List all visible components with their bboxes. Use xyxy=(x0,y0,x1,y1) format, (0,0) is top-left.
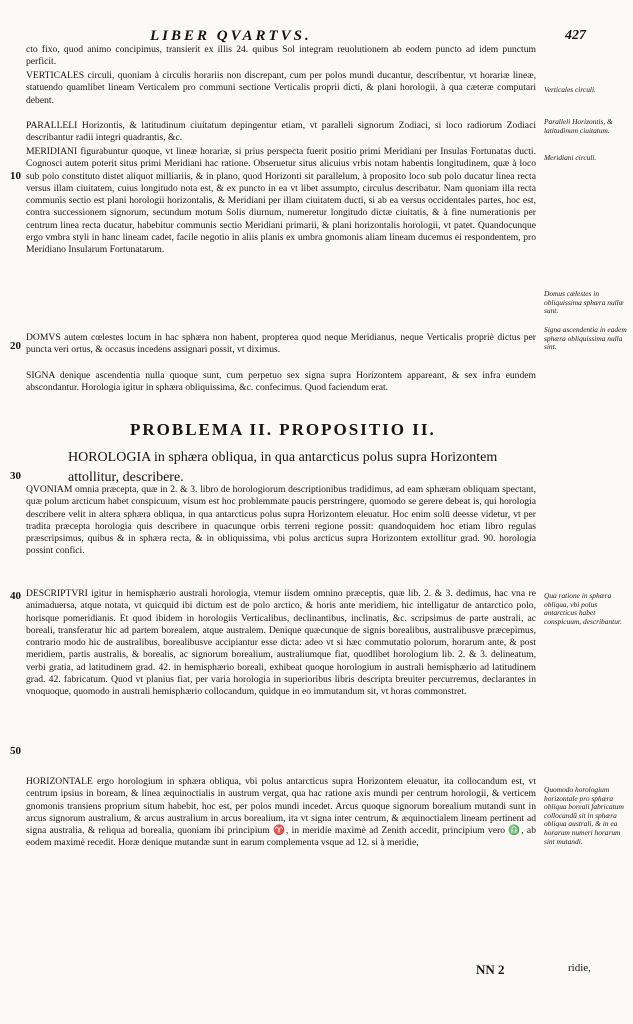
margin-note: Domus cœlestes in obliquissima sphæra nullæ sunt. xyxy=(544,289,624,316)
margin-note: Signa ascendentia in eadem sphæra obliquissima nulla sint. xyxy=(544,325,627,352)
paragraph: DOMVS autem cœlestes locum in hac sphæra non habent, propterea quod neque Meridianus, neque Verticalis propriè dictus per puncta veri ortus, & occasus incedens assignari possit, vt diximus. xyxy=(26,332,536,356)
running-header: LIBER QVARTVS. xyxy=(150,28,312,44)
problem-subtitle: HOROLOGIA in sphæra obliqua, in qua antarcticus polus supra Horizontem attollitur, describere. xyxy=(68,450,498,485)
paragraph: DESCRIPTVRI igitur in hemisphærio australi horologia, vtemur iisdem omnino præceptis, quæ lib. 2. & 3. dedimus, hac vna re animaduersa, atque notata, vt quicquid ibi dictum est de polo arctico, & horis ante meridiem, hic intelligatur de antarctico polo, horisque pomeridianis. Et quod ibidem in horologiis Verticalibus, declinantibus, inclinatis, &c. scripsimus de parte australi, ac boreali, transferatur hic ad partem borealem, atque australem. Denique quæcunque de signis borealibus, australibusve præcepimus, contrario modo hic de australibus, borealibusve accipiantur esse dicta: adeo vt si hæc commutatio polorum, horarum ante, & post meridiem, partis australis, & borealis, ac signorum borealium, australiumque fiat, quodlibet horologium lib. 2. & 3. delineatum, verbi gratia, ad latitudinem grad. 42. in hemisphærio boreali, exhibeat quoque horologium in australi hemisphærio ad latitudinem grad. 42. fabricatum. Quod vt planius fiat, per varia horologia in superioribus libris descripta breuiter percurremus, declarantes in vnoquoque, quomodo in australi hemisphærio collocandum, quidque in eo immutandum sit, vt horas commonstret. xyxy=(26,588,536,698)
margin-note: Qua ratione in sphæra obliqua, vbi polus antarcticus habet conspicuum, describantur. xyxy=(544,591,622,626)
line-number: 30 xyxy=(10,470,21,482)
margin-note: Meridiani circuli. xyxy=(544,153,597,162)
margin-note: Verticales circuli. xyxy=(544,85,596,94)
line-number: 50 xyxy=(10,745,21,757)
paragraph: MERIDIANI figurabuntur quoque, vt lineæ horariæ, si prius perspecta fuerit positio primi Meridiani per Insulas Fortunatas ducti. Cognosci autem poterit situs primi Meridiani hac ratione. Obseruetur situs alicuius vrbis notam habentis longitudinem, quæ à loco sub polo constituto distet aliquot milliariis, & in plano, quod Horizonti sit parallelum, à proposito loco sub polo ducatur linea recta versus illam ciuitatem, cuius longitudo nota est, & ex puncto in ea vt libet assumpto, circulus describatur. Nam quoniam illa recta communis sectio est plani horologii horizontalis, & Meridiani per illam ciuitatem ducti, si ab ea versus occidentales partes, hoc est, contra successionem signorum, secundum motum Solis diurnum, numeretur longitudo dictæ ciuitatis, & à fine numerationis per centrum linea recta ducatur, habebitur communis sectio Meridiani primarii, & plani horizontalis horologii, vt patet. Quandocunque ergo vmbra styli in hanc lineam cadet, facile negotio in aliis planis ex umbra gnomonis aliam lineam ducemus ei respondentem, pro Meridiano Insularum Fortunatarum. xyxy=(26,146,536,256)
paragraph: VERTICALES circuli, quoniam à circulis horariis non discrepant, cum per polos mundi ducantur, describentur, vt horariæ lineæ, statuendo quamlibet lineam Verticalem pro communi sectione Verticalis proprii dicti, & plani horologii, à qua cæteræ computari debent. xyxy=(26,70,536,106)
problem-title: PROBLEMA II. PROPOSITIO II. xyxy=(130,420,436,439)
line-number: 40 xyxy=(10,590,21,602)
paragraph: HORIZONTALE ergo horologium in sphæra obliqua, vbi polus antarcticus supra Horizontem eleuatur, ita collocandum est, vt centrum ipsius in boream, & linea æquinoctialis in austrum vergat, qua hac ratione axis mundi per centrum horologii, & verticem gnomonis transiens proprium situm habebit, hoc est, per polos mundi incedet. Arcus quoque signorum borealium mutandi sunt in arcus signorum australium, & arcus australium in arcus borealium, ita vt signa inter centrum, & æquinoctialem lineam pertinent ad signa australia, & reliqua ad borealia, quoniam ibi principium ♈, in meridie maximè ad Zenith accedit, principium vero ♎, ab eodem maximè recedit. Horæ denique mutandæ sunt in earum complementa vsque ad 12. si à meridie, xyxy=(26,776,536,849)
paragraph: PARALLELI Horizontis, & latitudinum ciuitatum depingentur etiam, vt paralleli signorum Zodiaci, si loco radiorum Zodiaci describantur radii integri quadrantis, &c. xyxy=(26,120,536,144)
margin-note: Paralleli Horizontis, & latitudinum ciuitatum. xyxy=(544,117,613,135)
line-number: 10 xyxy=(10,170,21,182)
paragraph: SIGNA denique ascendentia nulla quoque sunt, cum perpetuo sex signa supra Horizontem appareant, & sex infra eundem abscondantur. Horologia igitur in sphæra obliquissima, &c. confecimus. Quod faciendum erat. xyxy=(26,370,536,394)
signature-mark: NN 2 xyxy=(476,962,505,977)
paragraph: cto fixo, quod animo concipimus, transierit ex illis 24. quibus Sol integram reuolutionem ab eodem puncto ad idem punctum perficit. xyxy=(26,44,536,68)
catchword: ridie, xyxy=(568,962,591,974)
paragraph: QVONIAM omnia præcepta, quæ in 2. & 3. libro de horologiorum descriptionibus tradidimus, ad eam sphæram obliquam spectant, quæ polum arcticum habet conspicuum, visum est hoc problemmate paucis perstringere, quomodo se gerere debeat is, qui horologia describere velit in altera sphæra obliqua, in qua antarcticus polus supra Horizontem eleuatur. Hoc enim solū deesse videtur, vt per tradita præcepta horologia quis describere in quacunque orbis terreni regione possit: quandoquidem hoc etiam libro regulas præscripsimus, quibus & in sphæra recta, & in obliquissima, vbi polus arcticus supra Horizontem extollitur grad. 90. horologia possint confici. xyxy=(26,484,536,557)
page-number: 427 xyxy=(565,28,586,43)
line-number: 20 xyxy=(10,340,21,352)
margin-note: Quomodo horologium horizontale pro sphæra obliqua boreali fabricatum collocandū sit in sphæra obliqua australi, & in ea horarum numeri horarum sint mutandi. xyxy=(544,785,624,846)
